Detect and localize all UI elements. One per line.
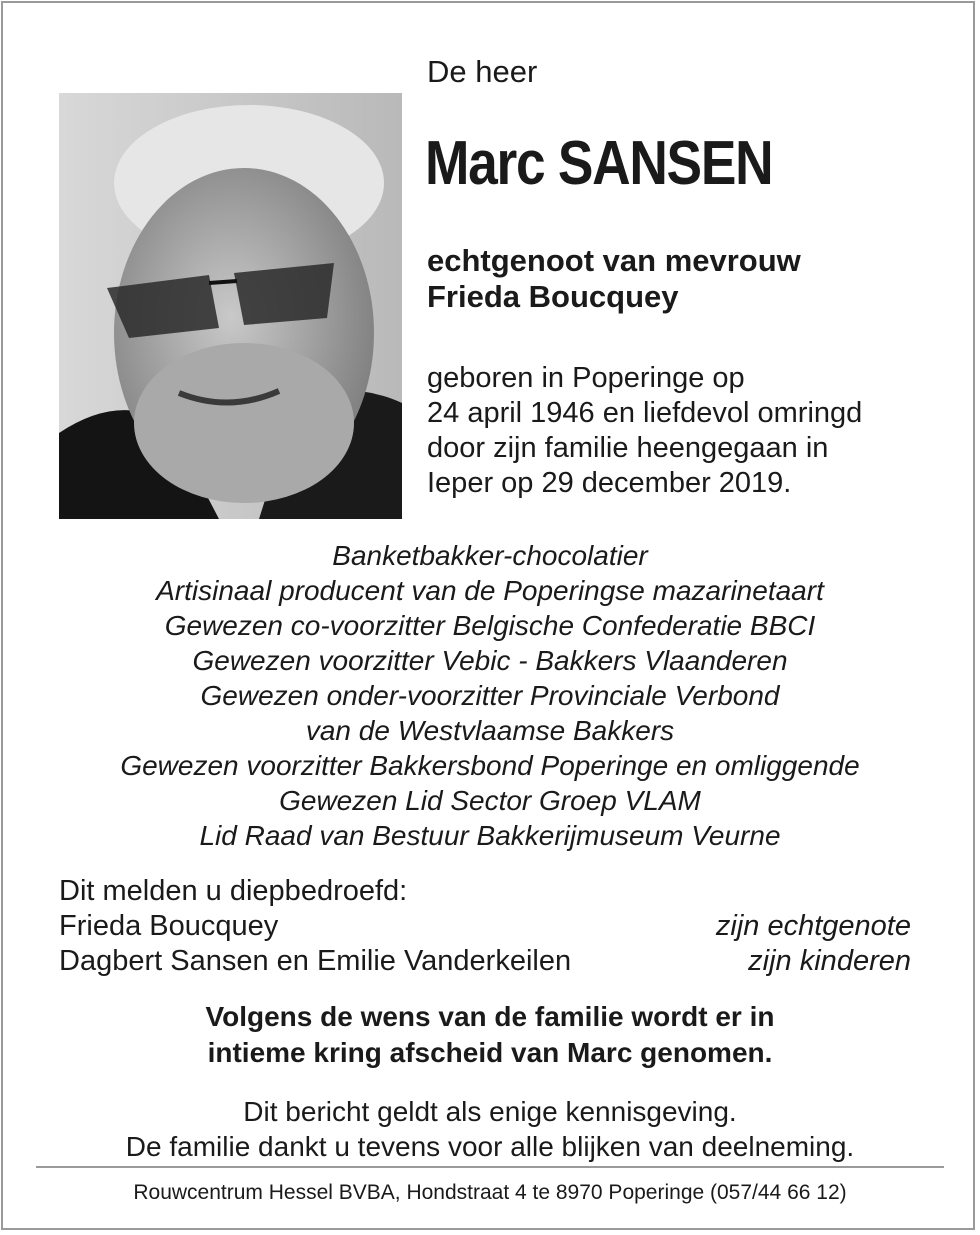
bio-line: geboren in Poperinge op xyxy=(427,362,745,394)
title-prefix: De heer xyxy=(427,54,538,89)
title-line: Banketbakker-chocolatier xyxy=(332,540,648,571)
title-line: van de Westvlaamse Bakkers xyxy=(305,715,675,746)
announcement-block xyxy=(59,874,911,979)
spouse-line: echtgenoot van mevrouw xyxy=(427,243,801,278)
family-row xyxy=(59,944,911,979)
bio-line: Ieper op 29 december 2019. xyxy=(427,467,792,499)
title-line: Gewezen co-voorzitter Belgische Confederatie BBCI xyxy=(164,610,816,641)
spouse-name: Frieda Boucquey xyxy=(427,279,679,314)
funeral-home-footer: Rouwcentrum Hessel BVBA, Hondstraat 4 te 8970 Poperinge (057/44 66 12) xyxy=(133,1181,847,1204)
family-member-role: zijn kinderen xyxy=(748,945,911,977)
professional-titles xyxy=(0,538,980,853)
title-line: Gewezen voorzitter Vebic - Bakkers Vlaanderen xyxy=(192,645,788,676)
family-member-role: zijn echtgenote xyxy=(715,910,911,942)
bio-line: door zijn familie heengegaan in xyxy=(427,432,829,464)
footer-divider xyxy=(36,1166,944,1168)
deceased-name: Marc SANSEN xyxy=(425,129,773,198)
family-member-name: Frieda Boucquey xyxy=(59,910,279,942)
spouse-block xyxy=(427,243,801,315)
bio-line: 24 april 1946 en liefdevol omringd xyxy=(427,397,863,429)
notice-block xyxy=(0,1094,980,1164)
title-line: Artisinaal producent van de Poperingse mazarinetaart xyxy=(156,575,824,606)
title-line: Gewezen Lid Sector Groep VLAM xyxy=(279,785,701,816)
wish-line: intieme kring afscheid van Marc genomen. xyxy=(207,1037,773,1068)
title-line: Gewezen onder-voorzitter Provinciale Verbond xyxy=(200,680,780,711)
family-member-name: Dagbert Sansen en Emilie Vanderkeilen xyxy=(59,945,572,977)
title-line: Gewezen voorzitter Bakkersbond Poperinge en omliggende xyxy=(120,750,860,781)
wish-line: Volgens de wens van de familie wordt er in xyxy=(205,1001,775,1032)
notice-line: De familie dankt u tevens voor alle blijken van deelneming. xyxy=(125,1131,855,1162)
announcement-intro: Dit melden u diepbedroefd: xyxy=(59,875,408,907)
bio-block xyxy=(427,361,862,501)
family-row xyxy=(59,909,911,944)
title-line: Lid Raad van Bestuur Bakkerijmuseum Veurne xyxy=(199,820,781,851)
notice-line: Dit bericht geldt als enige kennisgeving. xyxy=(243,1096,737,1127)
portrait-photo xyxy=(59,93,402,519)
family-wish xyxy=(0,999,980,1071)
